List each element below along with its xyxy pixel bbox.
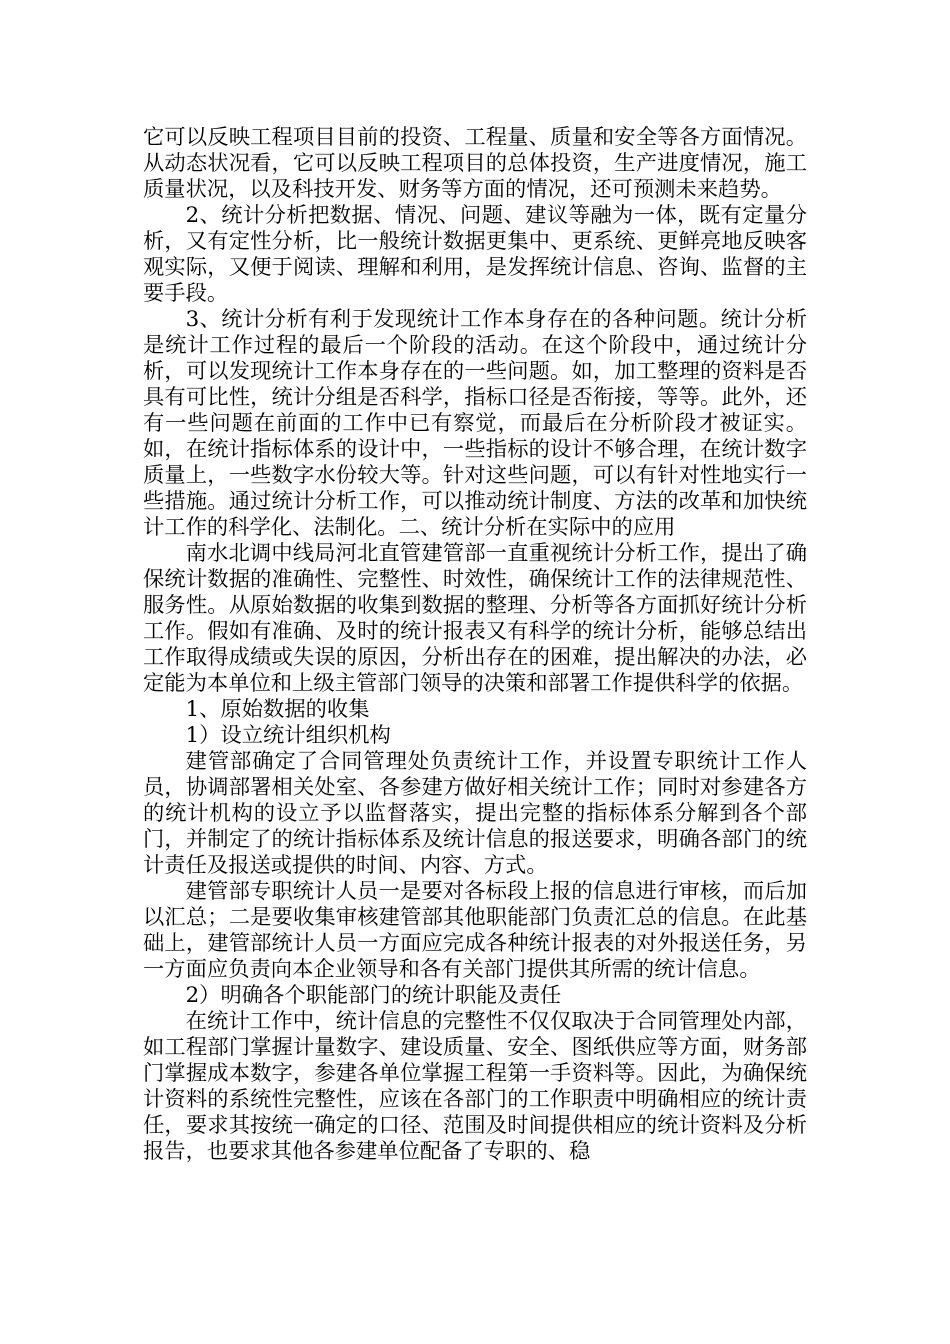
- paragraph-point-3: 3、统计分析有利于发现统计工作本身存在的各种问题。统计分析是统计工作过程的最后一个阶段的活动。在这个阶段中，通过统计分析，可以发现统计工作本身存在的一些问题。如，加工整理的资料是否具有可比性，统计分组是否科学，指标口径是否衔接，等等。此外，还有一些问题在前面的工作中已有察觉，而最后在分析阶段才被证实。如，在统计指标体系的设计中，一些指标的设计不够合理，在统计数字质量上，一些数字水份较大等。针对这些问题，可以有针对性地实行一些措施。通过统计分析工作，可以推动统计制度、方法的改革和加快统计工作的科学化、法制化。二、统计分析在实际中的应用: [143, 307, 807, 540]
- paragraph-department-responsibilities: 在统计工作中，统计信息的完整性不仅仅取决于合同管理处内部，如工程部门掌握计量数字、建设质量、安全、图纸供应等方面，财务部门掌握成本数字，参建各单位掌握工程第一手资料等。因此，为确保统计资料的系统性完整性，应该在各部门的工作职责中明确相应的统计责任，要求其按统一确定的口径、范围及时间提供相应的统计资料及分析报告，也要求其他各参建单位配备了专职的、稳: [143, 1009, 807, 1164]
- heading-raw-data-collection: 1、原始数据的收集: [185, 697, 370, 722]
- paragraph-staff-duties: 建管部专职统计人员一是要对各标段上报的信息进行审核，而后加以汇总；二是要收集审核建管部其他职能部门负责汇总的信息。在此基础上，建管部统计人员一方面应完成各种统计报表的对外报送任务，另一方面应负责向本企业领导和各有关部门提供其所需的统计信息。: [143, 879, 807, 982]
- heading-organization: 1）设立统计组织机构: [185, 723, 391, 748]
- paragraph-organization: 建管部确定了合同管理处负责统计工作，并设置专职统计工作人员，协调部署相关处室、各参建方做好相关统计工作；同时对参建各方的统计机构的设立予以监督落实，提出完整的指标体系分解到各个部门，并制定了的统计指标体系及统计信息的报送要求，明确各部门的统计责任及报送或提供的时间、内容、方式。: [143, 749, 807, 878]
- paragraph-intro-continued: 它可以反映工程项目目前的投资、工程量、质量和安全等各方面情况。从动态状况看，它可以反映工程项目的总体投资，生产进度情况，施工质量状况，以及科技开发、财务等方面的情况，还可预测未来趋势。: [143, 125, 807, 202]
- paragraph-application: 南水北调中线局河北直管建管部一直重视统计分析工作，提出了确保统计数据的准确性、完整性、时效性，确保统计工作的法律规范性、服务性。从原始数据的收集到数据的整理、分析等各方面抓好统计分析工作。假如有准确、及时的统计报表又有科学的统计分析，能够总结出工作取得成绩或失误的原因，分析出存在的困难，提出解决的办法，必定能为本单位和上级主管部门领导的决策和部署工作提供科学的依据。: [143, 541, 807, 696]
- document-page: [143, 125, 807, 1165]
- paragraph-point-2: 2、统计分析把数据、情况、问题、建议等融为一体，既有定量分析，又有定性分析，比一般统计数据更集中、更系统、更鲜亮地反映客观实际，又便于阅读、理解和利用，是发挥统计信息、咨询、监督的主要手段。: [143, 203, 807, 306]
- heading-department-responsibilities: 2）明确各个职能部门的统计职能及责任: [185, 983, 562, 1008]
